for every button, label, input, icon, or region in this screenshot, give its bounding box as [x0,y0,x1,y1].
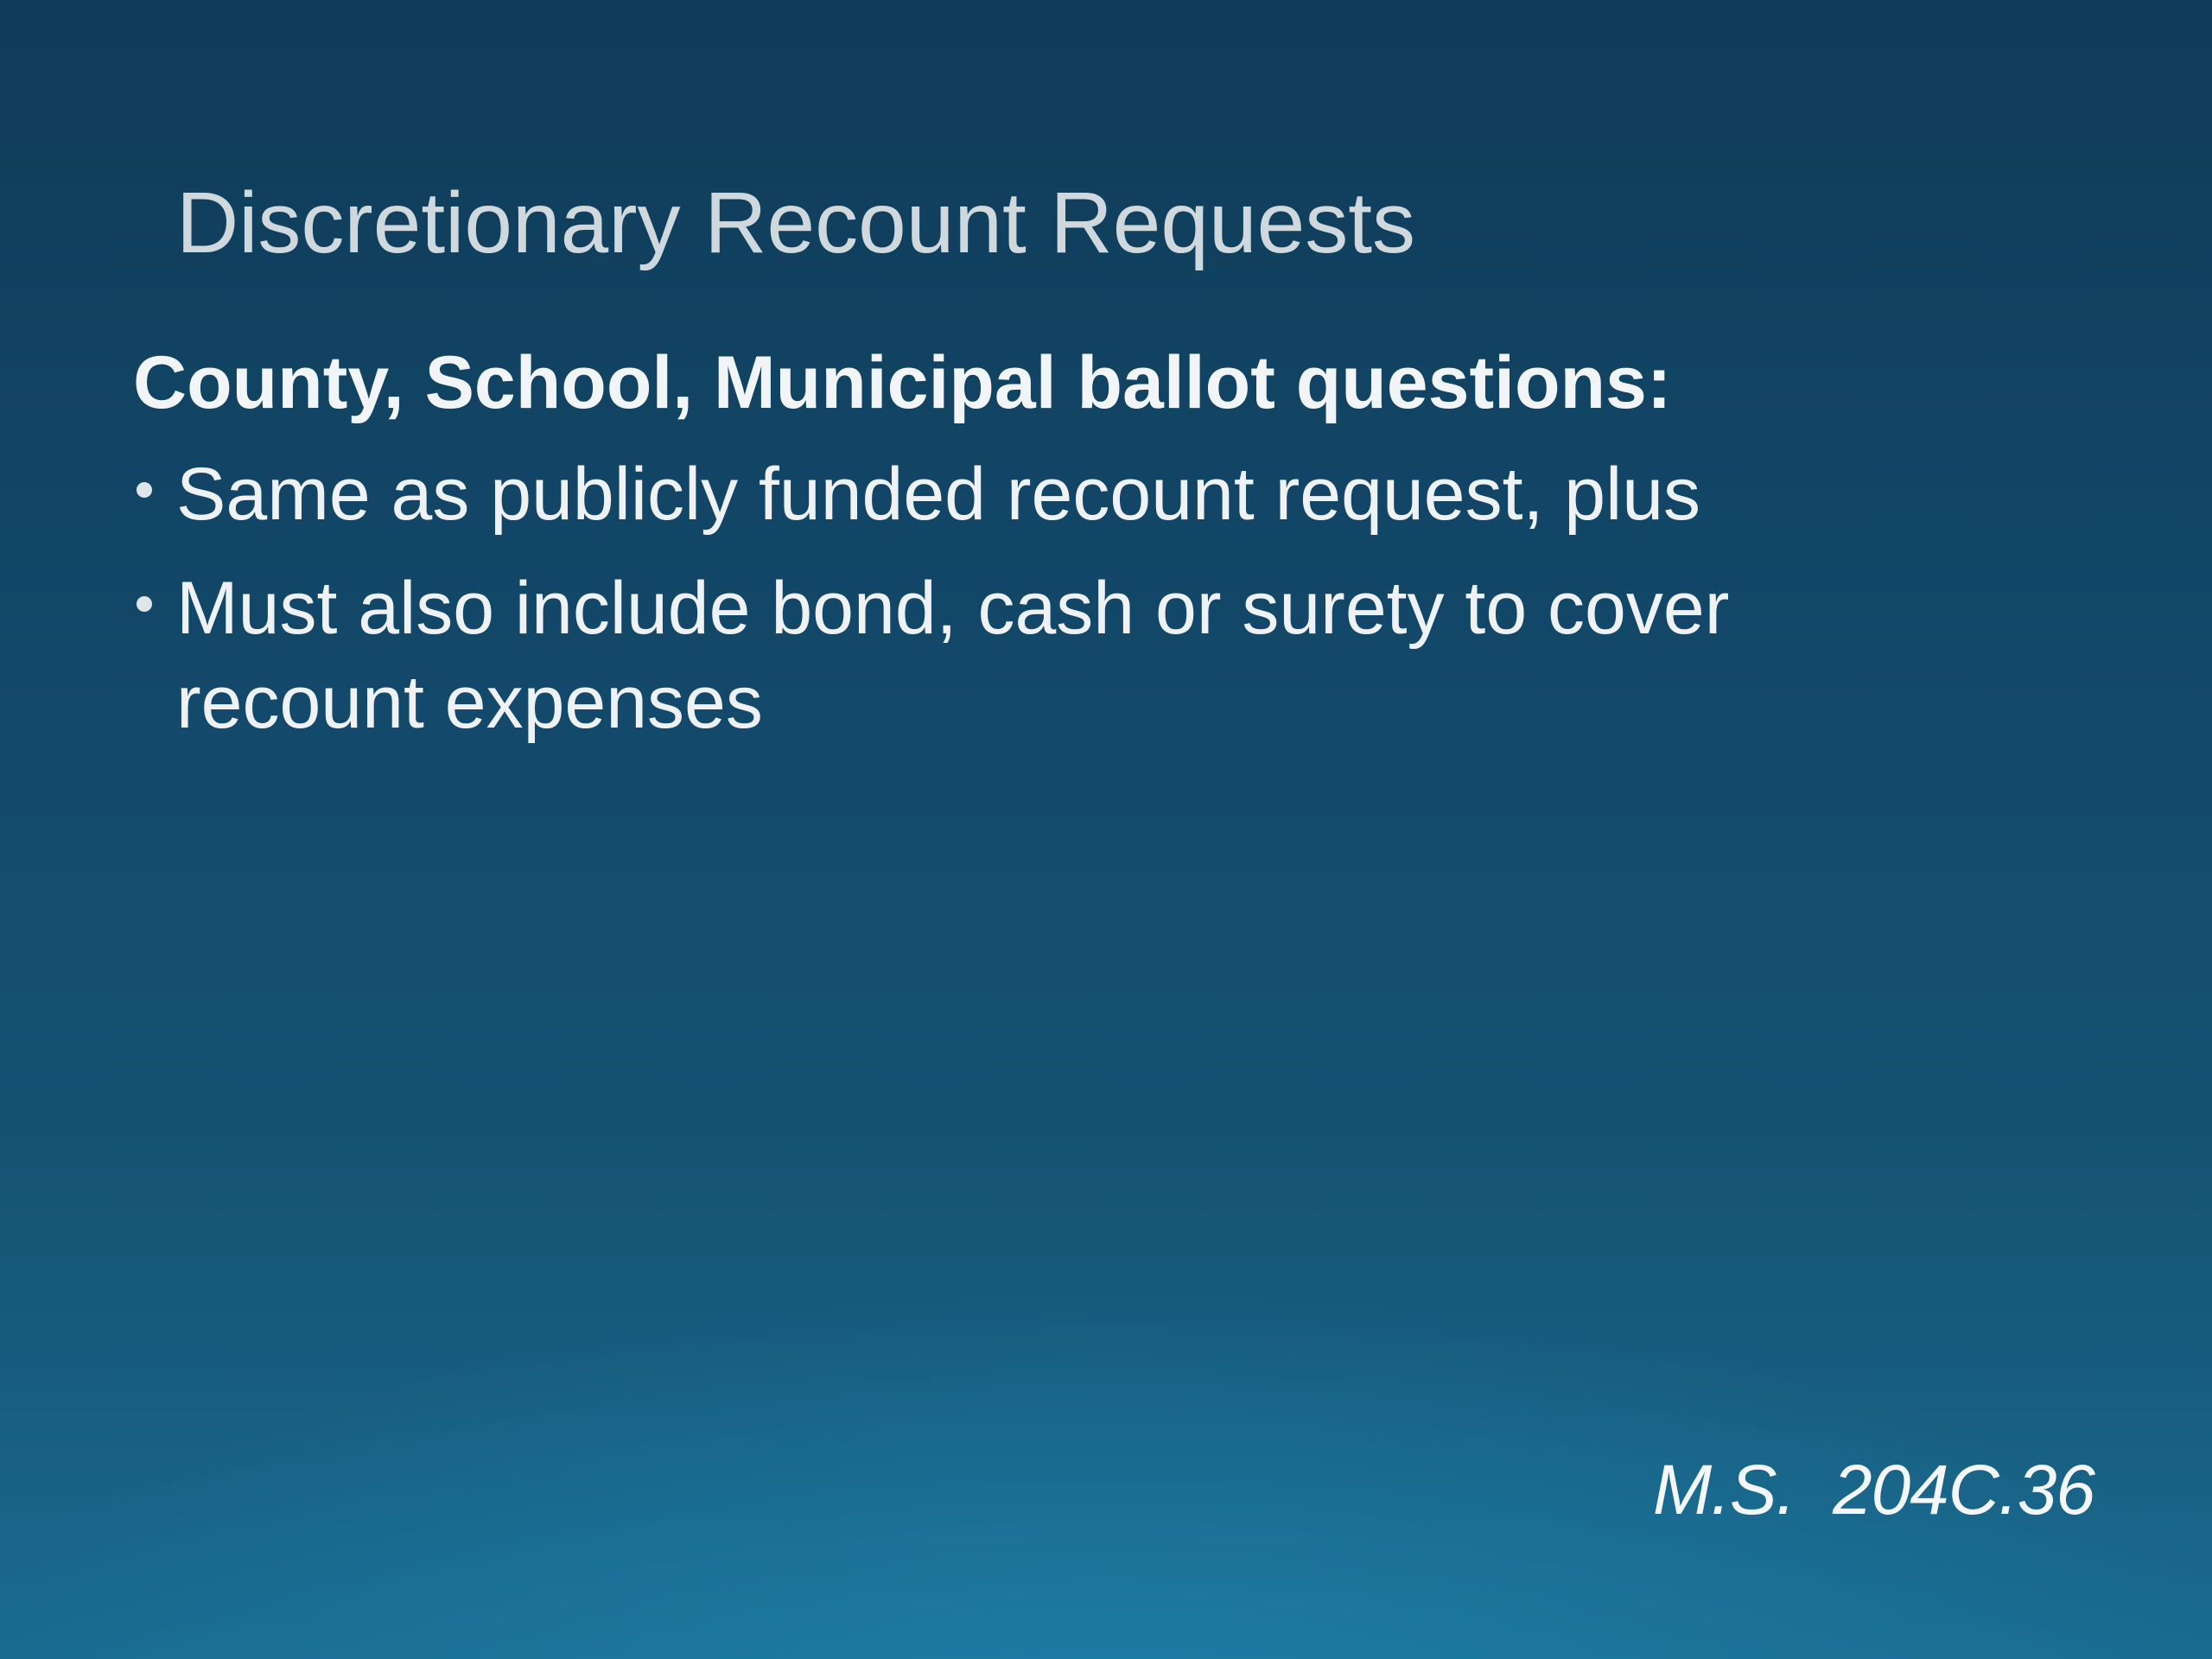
slide-title: Discretionary Recount Requests [176,175,1415,271]
slide-content [133,335,2034,770]
bullet-dot-icon [137,482,152,498]
statute-citation: M.S. 204C.36 [1652,1451,2094,1529]
bullet-item [133,562,1974,749]
bullet-text: Must also include bond, cash or surety to cover recount expenses [176,567,1730,744]
bullet-text: Same as publicly funded recount request, plus [176,452,1701,536]
bullet-list [133,448,2034,749]
slide-subheading: County, School, Municipal ballot questions: [133,341,1672,424]
bullet-item [133,448,1974,541]
bullet-dot-icon [137,596,152,612]
